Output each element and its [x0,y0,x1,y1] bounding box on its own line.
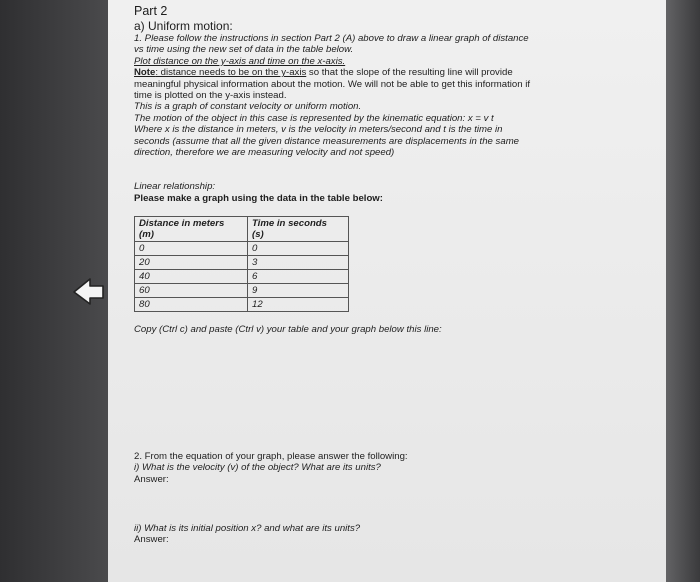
note-text: : distance needs to be on the y-axis [155,67,307,79]
part-title: Part 2 [134,4,168,18]
cursor-arrow-icon [72,276,106,306]
answer-label-2: Answer: [134,534,169,546]
explanation-line: seconds (assume that all the given distance measurements are displacements in the same [134,135,520,147]
time-cell: 9 [248,284,349,298]
table-row [135,256,349,270]
graph-prompt: Please make a graph using the data in the table below: [134,192,383,204]
table-row [135,242,349,256]
time-cell: 6 [248,270,349,284]
distance-cell: 0 [135,242,248,256]
explanation-line: direction, therefore we are measuring velocity and not speed) [134,147,395,159]
time-cell: 12 [248,298,349,312]
question-i: i) What is the velocity (v) of the object? What are its units? [134,462,381,474]
right-background [660,0,700,582]
header-time: Time in seconds (s) [248,217,349,242]
time-cell: 0 [248,242,349,256]
note-label: Note [134,67,156,79]
table-row [135,284,349,298]
distance-cell: 40 [135,270,248,284]
note-block [134,67,644,101]
distance-cell: 20 [135,256,248,270]
time-cell: 3 [248,256,349,270]
linear-label: Linear relationship: [134,181,216,193]
distance-cell: 80 [135,298,248,312]
document-page [108,0,666,582]
section-title: a) Uniform motion: [134,19,233,33]
header-distance: Distance in meters (m) [135,217,248,242]
note-text: time is plotted on the y-axis instead. [134,90,287,102]
data-table [134,216,349,312]
instruction-line: vs time using the new set of data in the table below. [134,44,354,56]
explanation-line: The motion of the object in this case is represented by the kinematic equation: x = v t [134,112,494,124]
explanation-line: Where x is the distance in meters, v is the velocity in meters/second and t is the time in [134,124,503,136]
table-row [135,270,349,284]
plot-instruction: Plot distance on the y-axis and time on the x-axis. [134,55,346,67]
question-ii: ii) What is its initial position x? and what are its units? [134,522,361,534]
table-row [135,298,349,312]
table-header-row [135,217,349,242]
note-text: meaningful physical information about the motion. We will not be able to get this information if [134,78,531,90]
explanation [134,101,644,158]
note-text: so that the slope of the resulting line will provide [306,67,513,79]
question-2-intro: 2. From the equation of your graph, please answer the following: [134,450,408,462]
explanation-line: This is a graph of constant velocity or uniform motion. [134,101,362,113]
instructions [134,33,644,56]
distance-cell: 60 [135,284,248,298]
copy-instruction: Copy (Ctrl c) and paste (Ctrl v) your table and your graph below this line: [134,324,442,336]
answer-label-1: Answer: [134,473,169,485]
instruction-line: 1. Please follow the instructions in section Part 2 (A) above to draw a linear graph of distance [134,33,529,44]
